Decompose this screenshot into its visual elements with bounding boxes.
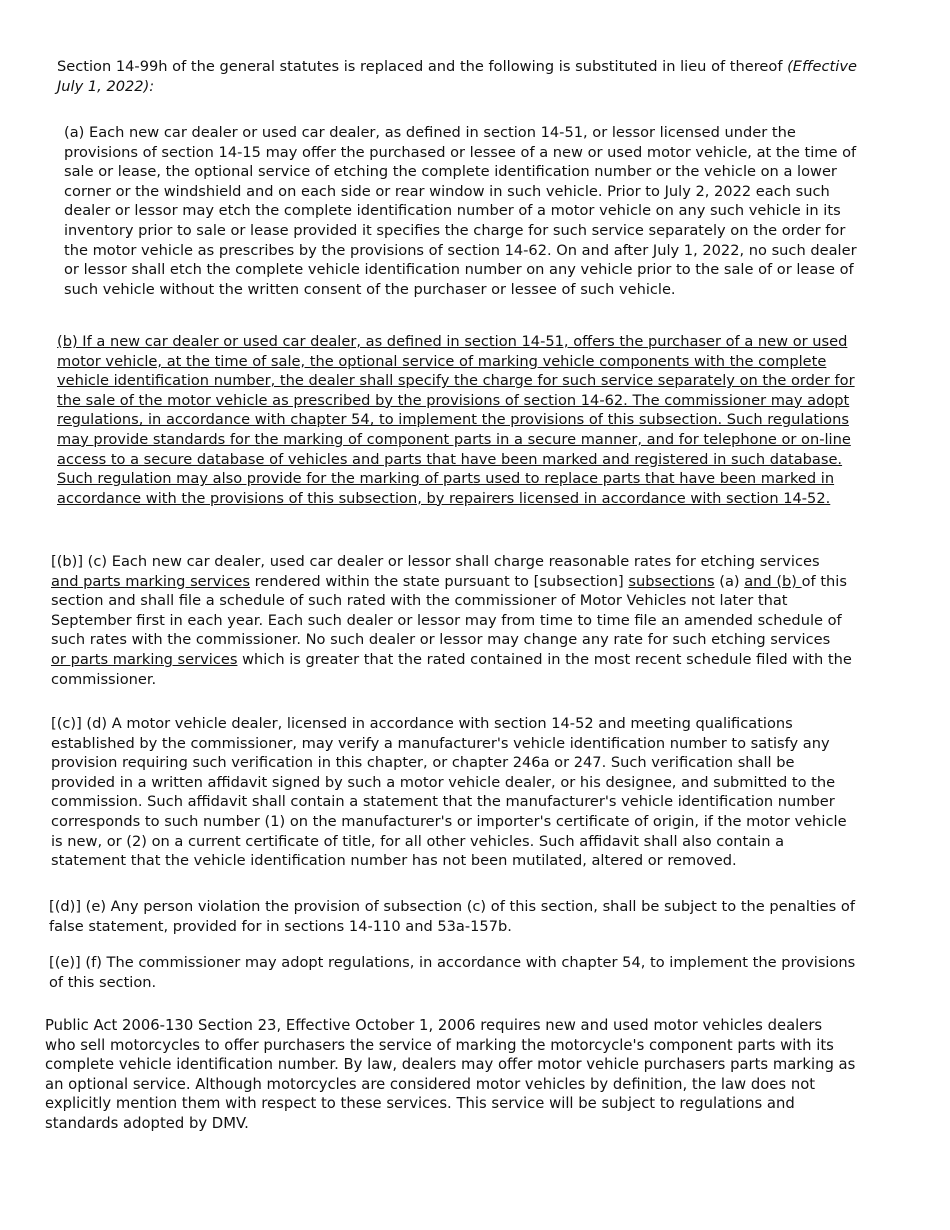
subsection-c-text-1: [(b)] (c) Each new car dealer, used car dealer or lessor shall charge reasonable rates for etching services: [51, 553, 820, 570]
subsection-c-text-5: which is greater that the rated contained in the most recent schedule filed with the commissioner.: [51, 650, 852, 688]
subsection-c-inserted-4: or parts marking services: [51, 650, 238, 668]
effective-date-text: (Effective July 1, 2022):: [57, 58, 857, 95]
subsection-a-paragraph: (a) Each new car dealer or used car dealer, as defined in section 14-51, or lessor licensed under the provisions of section 14-15 may offer the purchased or lessee of a new or used motor vehicle, at the time of sale or lease, the optional service of etching the complete identification number or the vehicle on a lower corner or the windshield and on each side or rear window in such vehicle. Prior to July 2, 2022 each such dealer or lessor may etch the complete identification number of a motor vehicle on any such vehicle in its inventory prior to sale or lease provided it specifies the charge for such service separately on the order for the motor vehicle as prescribes by the provisions of section 14-62. On and after July 1, 2022, no such dealer or lessor shall etch the complete vehicle identification number on any vehicle prior to the sale of or lease of such vehicle without the written consent of the purchaser or lessee of such vehicle.: [64, 124, 857, 298]
intro-paragraph: [57, 57, 917, 96]
subsection-c-inserted-3: and (b): [744, 572, 802, 590]
subsection-c-text-3: (a): [714, 572, 745, 590]
subsection-c-inserted-1: and parts marking services: [51, 572, 250, 590]
subsection-b-paragraph: (b) If a new car dealer or used car dealer, as defined in section 14-51, offers the purchaser of a new or used motor vehicle, at the time of sale, the optional service of marking vehicle components with the complete vehicle identification number, the dealer shall specify the charge for such service separately on the order for the sale of the motor vehicle as prescribed by the provisions of section 14-62. The commissioner may adopt regulations, in accordance with chapter 54, to implement the provisions of this subsection. Such regulations may provide standards for the marking of component parts in a secure manner, and for telephone or on-line access to a secure database of vehicles and parts that have been marked and registered in such database. Such regulation may also provide for the marking of parts used to replace parts that have been marked in accordance with the provisions of this subsection, by repairers licensed in accordance with section 14-52.: [57, 333, 855, 507]
subsection-c-text-2: rendered within the state pursuant to [subsection]: [249, 572, 629, 590]
subsection-c-text-4: of this section and shall file a schedule of such rated with the commissioner of Motor Vehicles not later that September first in each year. Each such dealer or lessor may from time to time file an amended schedule of such rates with the commissioner. No such dealer or lessor may change any rate for such etching services: [51, 572, 847, 649]
intro-lead-text: Section 14-99h of the general statutes is replaced and the following is substituted in lieu of thereof: [57, 58, 788, 75]
subsection-e-paragraph: [(d)] (e) Any person violation the provision of subsection (c) of this section, shall be subject to the penalties of false statement, provided for in sections 14-110 and 53a-157b.: [49, 898, 855, 935]
subsection-d-paragraph: [(c)] (d) A motor vehicle dealer, licensed in accordance with section 14-52 and meeting qualifications established by the commissioner, may verify a manufacturer's vehicle identification number to satisfy any provision requiring such verification in this chapter, or chapter 246a or 247. Such verification shall be provided in a written affidavit signed by such a motor vehicle dealer, or his designee, and submitted to the commission. Such affidavit shall contain a statement that the manufacturer's vehicle identification number corresponds to such number (1) on the manufacturer's or importer's certificate of origin, if the motor vehicle is new, or (2) on a current certificate of title, for all other vehicles. Such affidavit shall also contain a statement that the vehicle identification number has not been mutilated, altered or removed.: [51, 715, 847, 870]
subsection-f-paragraph: [(e)] (f) The commissioner may adopt regulations, in accordance with chapter 54, to implement the provisions of this section.: [49, 954, 856, 991]
subsection-c-inserted-2: subsections: [628, 572, 715, 590]
subsection-c-paragraph: [51, 552, 911, 689]
public-act-note-paragraph: Public Act 2006-130 Section 23, Effective October 1, 2006 requires new and used motor vehicles dealers who sell motorcycles to offer purchasers the service of marking the motorcycle's component parts with its complete vehicle identification number. By law, dealers may offer motor vehicle purchasers parts marking as an optional service. Although motorcycles are considered motor vehicles by definition, the law does not explicitly mention them with respect to these services. This service will be subject to regulations and standards adopted by DMV.: [45, 1017, 856, 1132]
